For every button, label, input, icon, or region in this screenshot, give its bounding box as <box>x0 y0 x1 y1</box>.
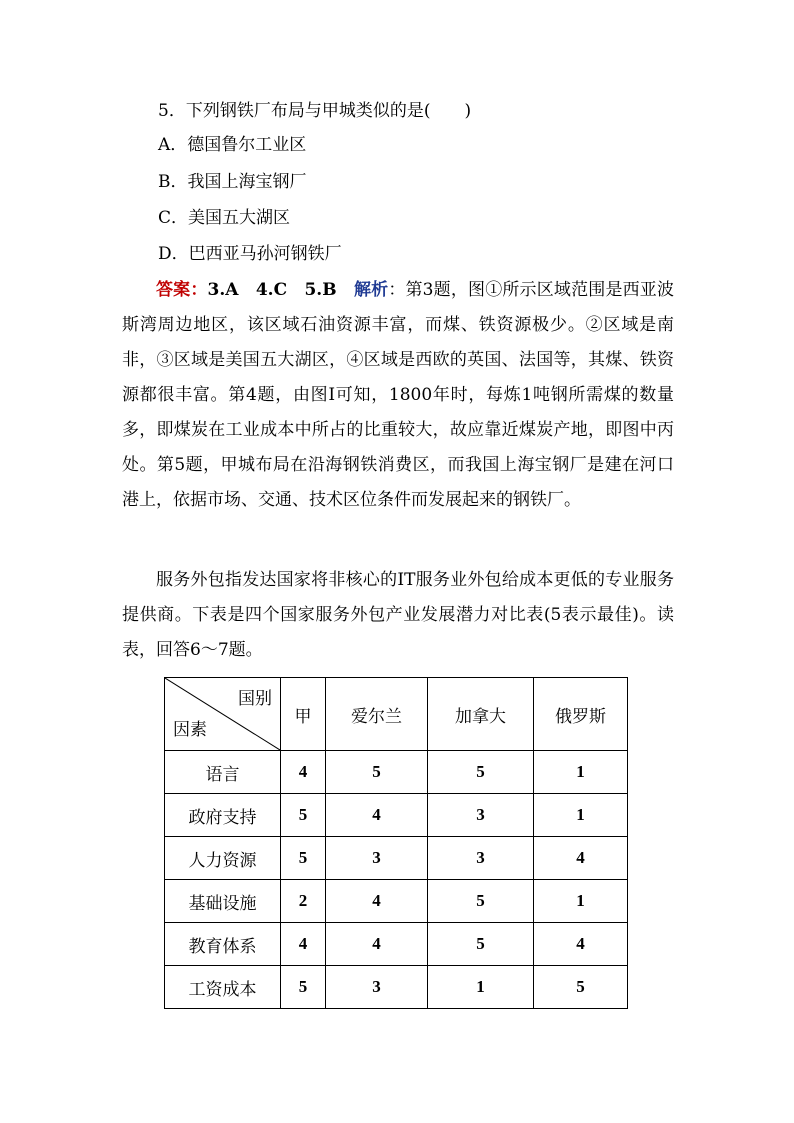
table-row <box>165 966 628 1009</box>
column-header: 甲 <box>281 678 326 751</box>
option-b: B．我国上海宝钢厂 <box>158 172 307 192</box>
row-factor: 工资成本 <box>165 966 281 1009</box>
table-cell: 1 <box>534 794 628 837</box>
table-cell: 2 <box>281 880 326 923</box>
table-cell: 4 <box>281 751 326 794</box>
corner-top-label: 国别 <box>238 689 272 709</box>
table-row <box>165 880 628 923</box>
table-cell: 1 <box>534 880 628 923</box>
table-cell: 3 <box>428 837 534 880</box>
table-cell: 5 <box>534 966 628 1009</box>
table-cell: 5 <box>428 923 534 966</box>
column-header: 爱尔兰 <box>326 678 428 751</box>
table-cell: 5 <box>281 837 326 880</box>
table-cell: 1 <box>428 966 534 1009</box>
table-row <box>165 923 628 966</box>
table-row <box>165 837 628 880</box>
table-header-row <box>165 678 628 751</box>
intro-paragraph: 服务外包指发达国家将非核心的IT服务业外包给成本更低的专业服务提供商。下表是四个国家服务外包产业发展潜力对比表(5表示最佳)。读表，回答6～7题。 <box>122 570 674 660</box>
row-factor: 基础设施 <box>165 880 281 923</box>
table-cell: 4 <box>281 923 326 966</box>
row-factor: 政府支持 <box>165 794 281 837</box>
option-d: D．巴西亚马孙河钢铁厂 <box>158 244 342 264</box>
column-header: 加拿大 <box>428 678 534 751</box>
table-cell: 3 <box>428 794 534 837</box>
row-factor: 人力资源 <box>165 837 281 880</box>
option-a: A．德国鲁尔工业区 <box>158 135 307 155</box>
table-cell: 4 <box>534 837 628 880</box>
option-c: C．美国五大湖区 <box>158 208 291 228</box>
table-cell: 1 <box>534 751 628 794</box>
question-5-stem: 5．下列钢铁厂布局与甲城类似的是( ) <box>158 101 472 121</box>
table-cell: 5 <box>428 751 534 794</box>
answer-paragraph <box>122 273 674 518</box>
table-row <box>165 751 628 794</box>
table-cell: 4 <box>326 880 428 923</box>
comparison-table <box>164 677 628 1009</box>
column-header: 俄罗斯 <box>534 678 628 751</box>
table-cell: 4 <box>326 794 428 837</box>
analysis-label: 解析 <box>353 280 389 300</box>
table-cell: 4 <box>534 923 628 966</box>
row-factor: 语言 <box>165 751 281 794</box>
table-cell: 4 <box>326 923 428 966</box>
corner-bottom-label: 因素 <box>173 720 207 740</box>
row-factor: 教育体系 <box>165 923 281 966</box>
analysis-text: ：第3题，图①所示区域范围是西亚波斯湾周边地区，该区域石油资源丰富，而煤、铁资源极少。②区域是南非，③区域是美国五大湖区，④区域是西欧的英国、法国等，其煤、铁资源都很丰富。第4题，由图Ⅰ可知，1800年时，每炼1吨钢所需煤的数量多，即煤炭在工业成本中所占的比重较大，故应靠近煤炭产地，即图中丙处。第5题，甲城布局在沿海钢铁消费区，而我国上海宝钢厂是建在河口港上，依据市场、交通、技术区位条件而发展起来的钢铁厂。 <box>122 280 674 510</box>
table-cell: 5 <box>281 966 326 1009</box>
table-cell: 5 <box>281 794 326 837</box>
table-row <box>165 794 628 837</box>
table-corner-cell <box>165 678 281 751</box>
answer-label: 答案： <box>156 280 208 300</box>
table-cell: 3 <box>326 837 428 880</box>
answer-values: 3.A 4.C 5.B <box>207 280 337 300</box>
table-cell: 5 <box>428 880 534 923</box>
table-cell: 3 <box>326 966 428 1009</box>
table-cell: 5 <box>326 751 428 794</box>
